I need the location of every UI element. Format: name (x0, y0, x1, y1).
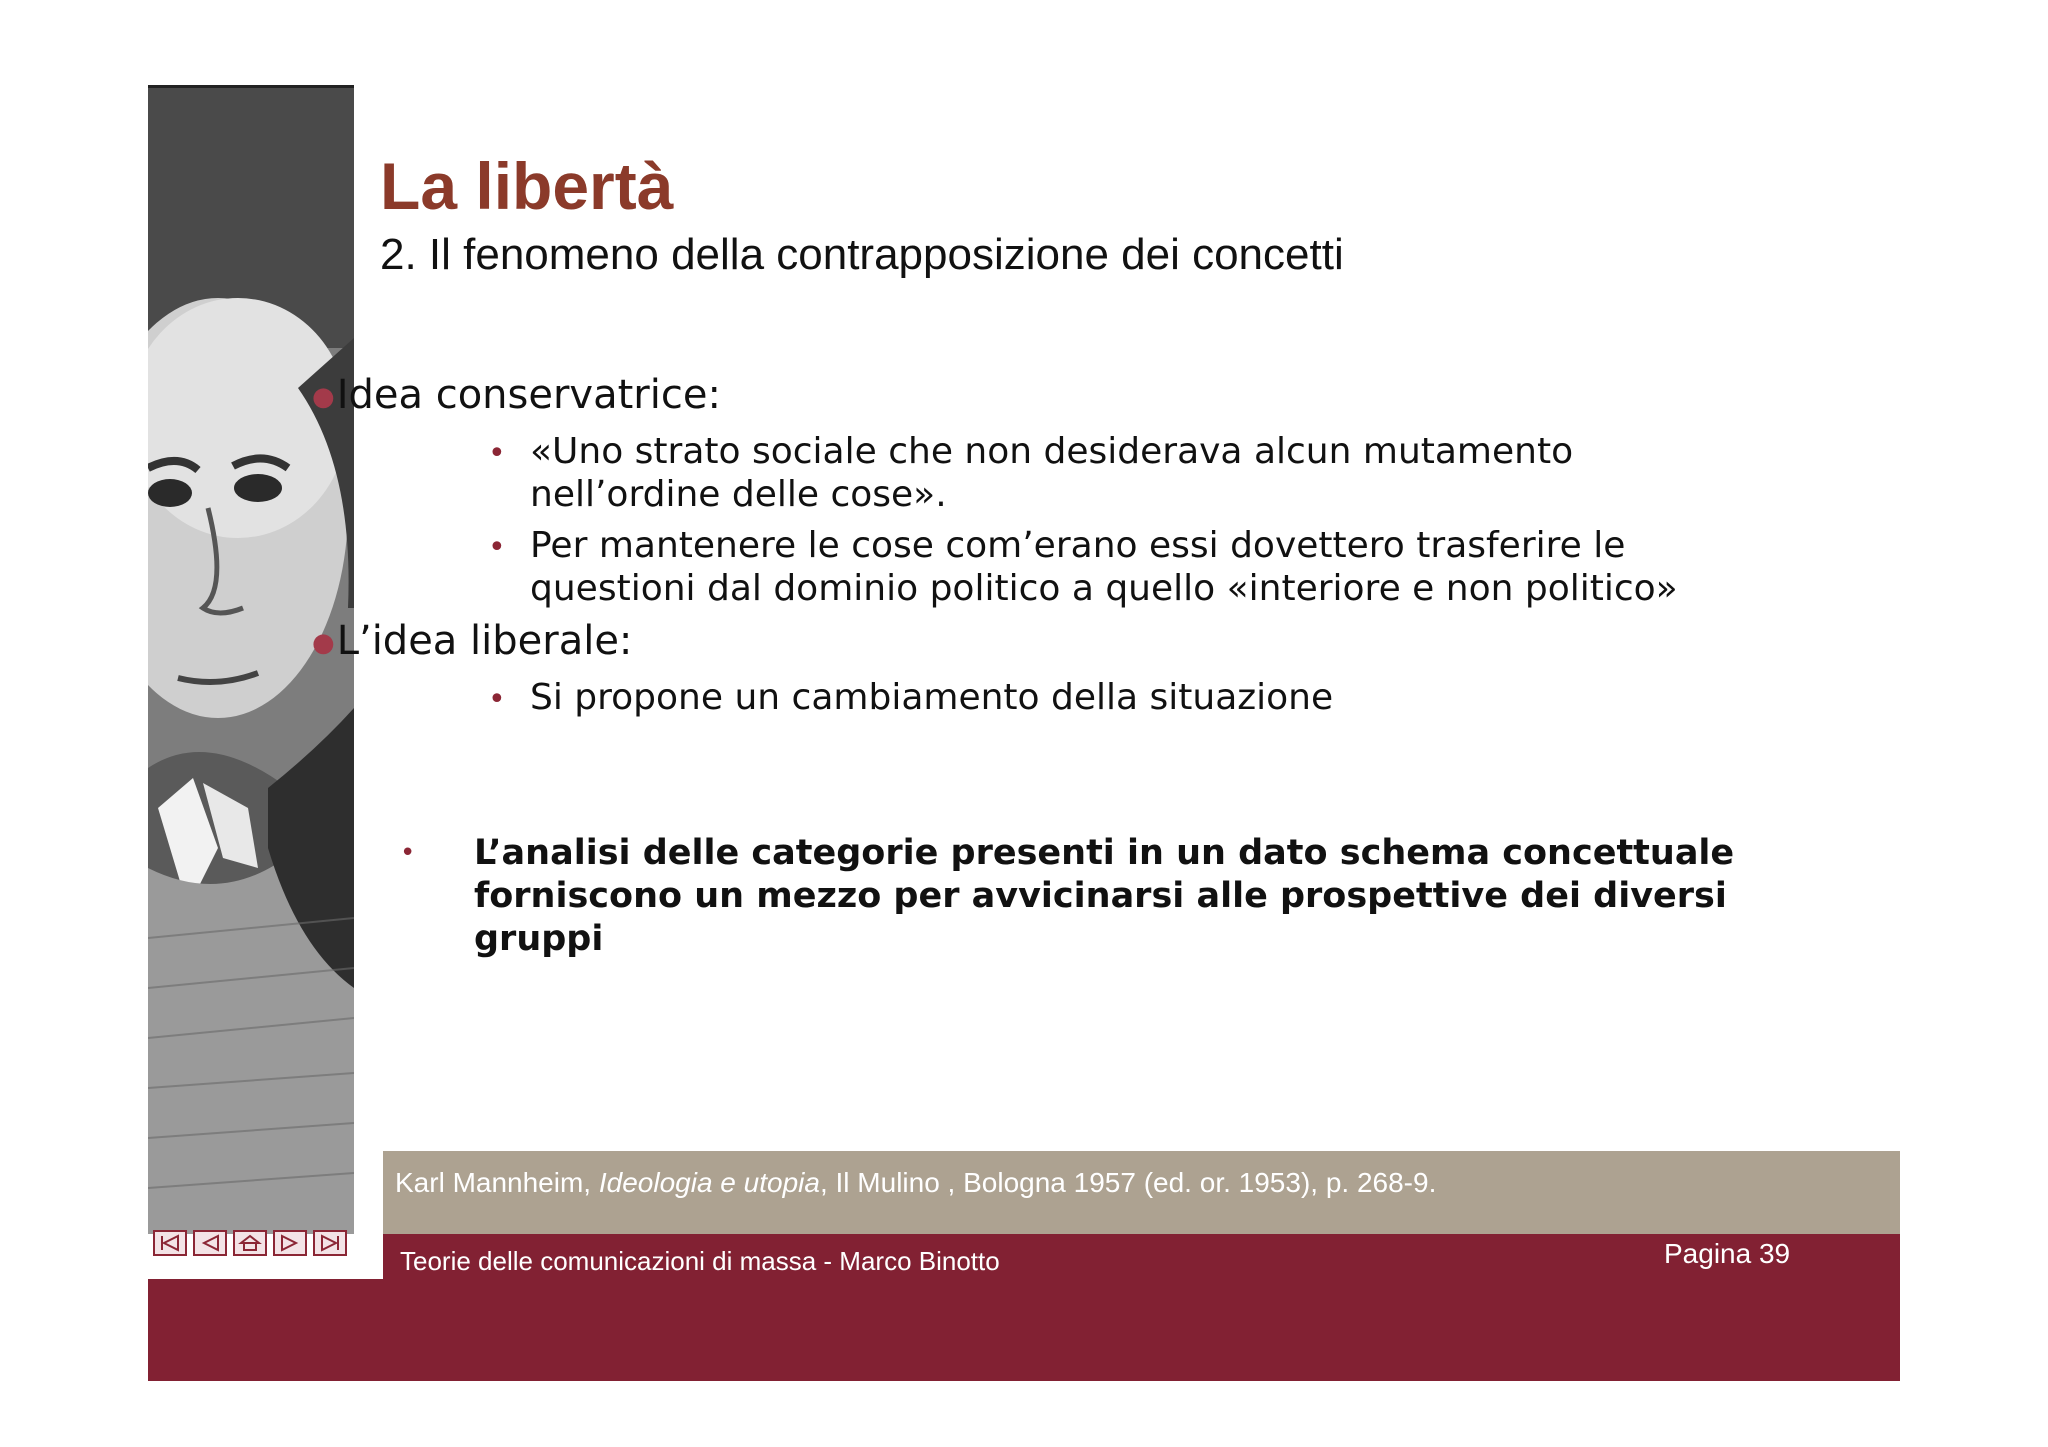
bullet-dot-icon: ● (312, 628, 335, 658)
footer-course: Teorie delle comunicazioni di massa - Marco Binotto (400, 1246, 1000, 1276)
next-slide-button[interactable] (273, 1230, 307, 1256)
bullet-dot-icon: • (488, 436, 506, 471)
bullet-dot-icon: • (488, 682, 506, 717)
list-item: • «Uno strato sociale che non desiderava alcun mutamento nell’ordine delle cose». (488, 431, 1574, 515)
home-button[interactable] (233, 1230, 267, 1256)
last-slide-icon (318, 1234, 342, 1252)
slide-navigation (153, 1230, 347, 1260)
page-number: Pagina 39 (1664, 1238, 1791, 1269)
list-item: • Si propone un cambiamento della situazione (488, 676, 1758, 719)
citation-text: Karl Mannheim, Ideologia e utopia, Il Mulino , Bologna 1957 (ed. or. 1953), p. 268-9. (395, 1167, 1437, 1198)
bullet-dot-icon: • (488, 530, 506, 565)
slide-title: La libertà (380, 149, 674, 223)
first-slide-icon (158, 1234, 182, 1252)
bullet-dot-icon: • (400, 838, 416, 868)
home-icon (238, 1234, 262, 1252)
portrait-image (148, 85, 354, 1280)
key-note: • L’analisi delle categorie presenti in un dato schema concettuale forniscono un mezzo per avvicinarsi alle prospettive dei diversi gruppi (400, 833, 1735, 959)
section-heading-liberal: ●L’idea liberale: (312, 618, 633, 664)
bullet-dot-icon: ● (312, 382, 335, 412)
last-slide-button[interactable] (313, 1230, 347, 1256)
next-slide-icon (278, 1234, 302, 1252)
list-item: • Per mantenere le cose com’erano essi dovettero trasferire le questioni dal dominio politico a quello «interiore e non politico» (488, 525, 1678, 609)
section-heading-conservative: ●Idea conservatrice: (312, 372, 721, 418)
previous-slide-icon (198, 1234, 222, 1252)
previous-slide-button[interactable] (193, 1230, 227, 1256)
first-slide-button[interactable] (153, 1230, 187, 1256)
citation-band (383, 1151, 1900, 1234)
slide-subtitle: 2. Il fenomeno della contrapposizione dei concetti (380, 230, 1344, 279)
